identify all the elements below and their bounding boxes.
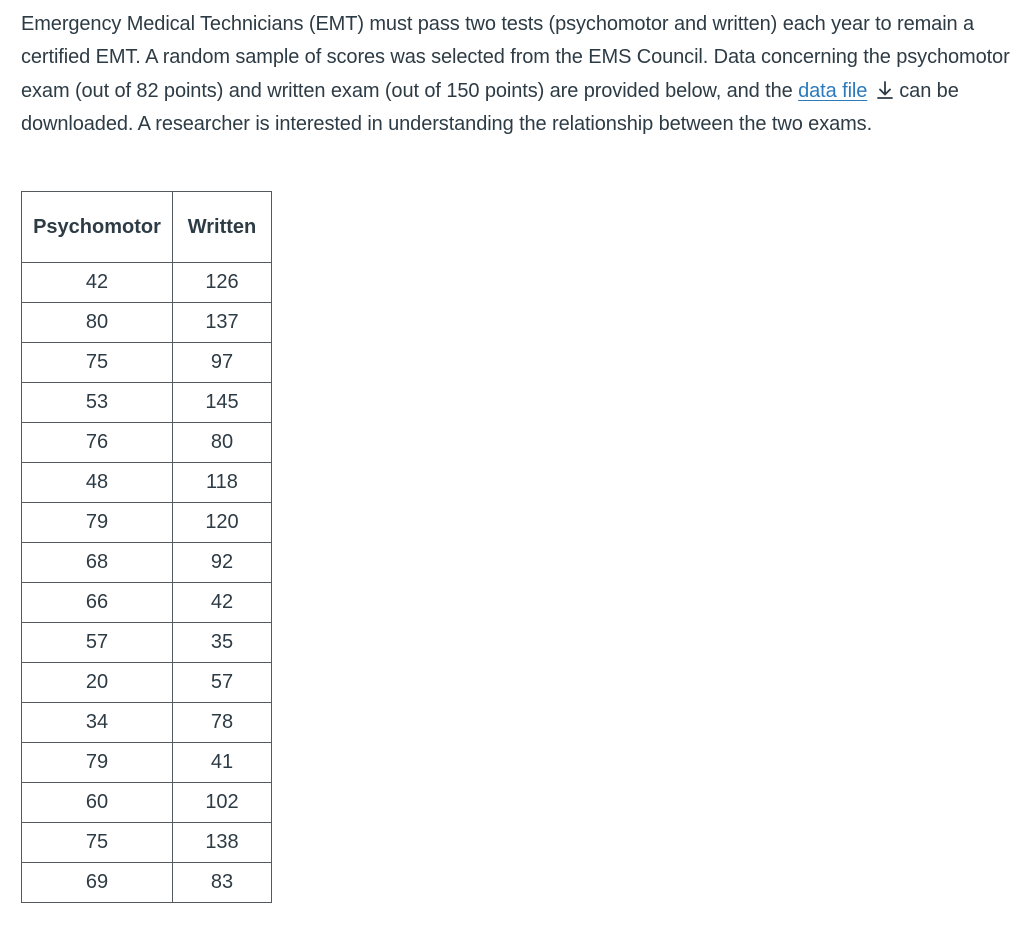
written-score-cell: 92: [173, 543, 272, 583]
psychomotor-score-cell: 80: [22, 303, 173, 343]
table-row: [22, 583, 272, 623]
psychomotor-score-cell: 75: [22, 343, 173, 383]
written-score-cell: 78: [173, 703, 272, 743]
question-paragraph: [21, 8, 1021, 142]
question-text: [21, 8, 1021, 142]
table-row: [22, 863, 272, 903]
psychomotor-score-cell: 79: [22, 503, 173, 543]
written-score-cell: 41: [173, 743, 272, 783]
written-score-cell: 83: [173, 863, 272, 903]
table-row: [22, 623, 272, 663]
header-written: Written: [173, 192, 272, 263]
written-score-cell: 97: [173, 343, 272, 383]
table-row: [22, 263, 272, 303]
psychomotor-score-cell: 53: [22, 383, 173, 423]
psychomotor-score-cell: 68: [22, 543, 173, 583]
table-row: [22, 303, 272, 343]
table-row: [22, 543, 272, 583]
table-row: [22, 383, 272, 423]
table-row: [22, 343, 272, 383]
table-row: [22, 503, 272, 543]
psychomotor-score-cell: 79: [22, 743, 173, 783]
data-file-link[interactable]: data file: [798, 79, 868, 102]
psychomotor-score-cell: 42: [22, 263, 173, 303]
table-row: [22, 663, 272, 703]
written-score-cell: 102: [173, 783, 272, 823]
psychomotor-score-cell: 75: [22, 823, 173, 863]
psychomotor-score-cell: 34: [22, 703, 173, 743]
scores-table: [21, 191, 272, 903]
written-score-cell: 118: [173, 463, 272, 503]
psychomotor-score-cell: 48: [22, 463, 173, 503]
table-row: [22, 743, 272, 783]
written-score-cell: 126: [173, 263, 272, 303]
psychomotor-score-cell: 66: [22, 583, 173, 623]
question-outro: can be downloaded. A researcher is interested in understanding the relationship between the two exams.: [21, 79, 959, 136]
question-intro: Emergency Medical Technicians (EMT) must pass two tests (psychomotor and written) each year to remain a certified EMT. A random sample of scores was selected from the EMS Council. Data concerning the psychomotor exam (out of 82 points) and written exam (out of 150 points) are provided below, and the: [21, 13, 1010, 102]
written-score-cell: 57: [173, 663, 272, 703]
written-score-cell: 138: [173, 823, 272, 863]
psychomotor-score-cell: 57: [22, 623, 173, 663]
table-header-row: [22, 192, 272, 263]
table-row: [22, 823, 272, 863]
header-psychomotor: Psychomotor: [22, 192, 173, 263]
psychomotor-score-cell: 69: [22, 863, 173, 903]
psychomotor-score-cell: 20: [22, 663, 173, 703]
table-row: [22, 783, 272, 823]
table-row: [22, 423, 272, 463]
written-score-cell: 42: [173, 583, 272, 623]
written-score-cell: 80: [173, 423, 272, 463]
written-score-cell: 35: [173, 623, 272, 663]
written-score-cell: 145: [173, 383, 272, 423]
written-score-cell: 137: [173, 303, 272, 343]
table-row: [22, 463, 272, 503]
psychomotor-score-cell: 60: [22, 783, 173, 823]
table-body: [22, 263, 272, 903]
download-icon[interactable]: [875, 78, 895, 98]
table-row: [22, 703, 272, 743]
psychomotor-score-cell: 76: [22, 423, 173, 463]
written-score-cell: 120: [173, 503, 272, 543]
